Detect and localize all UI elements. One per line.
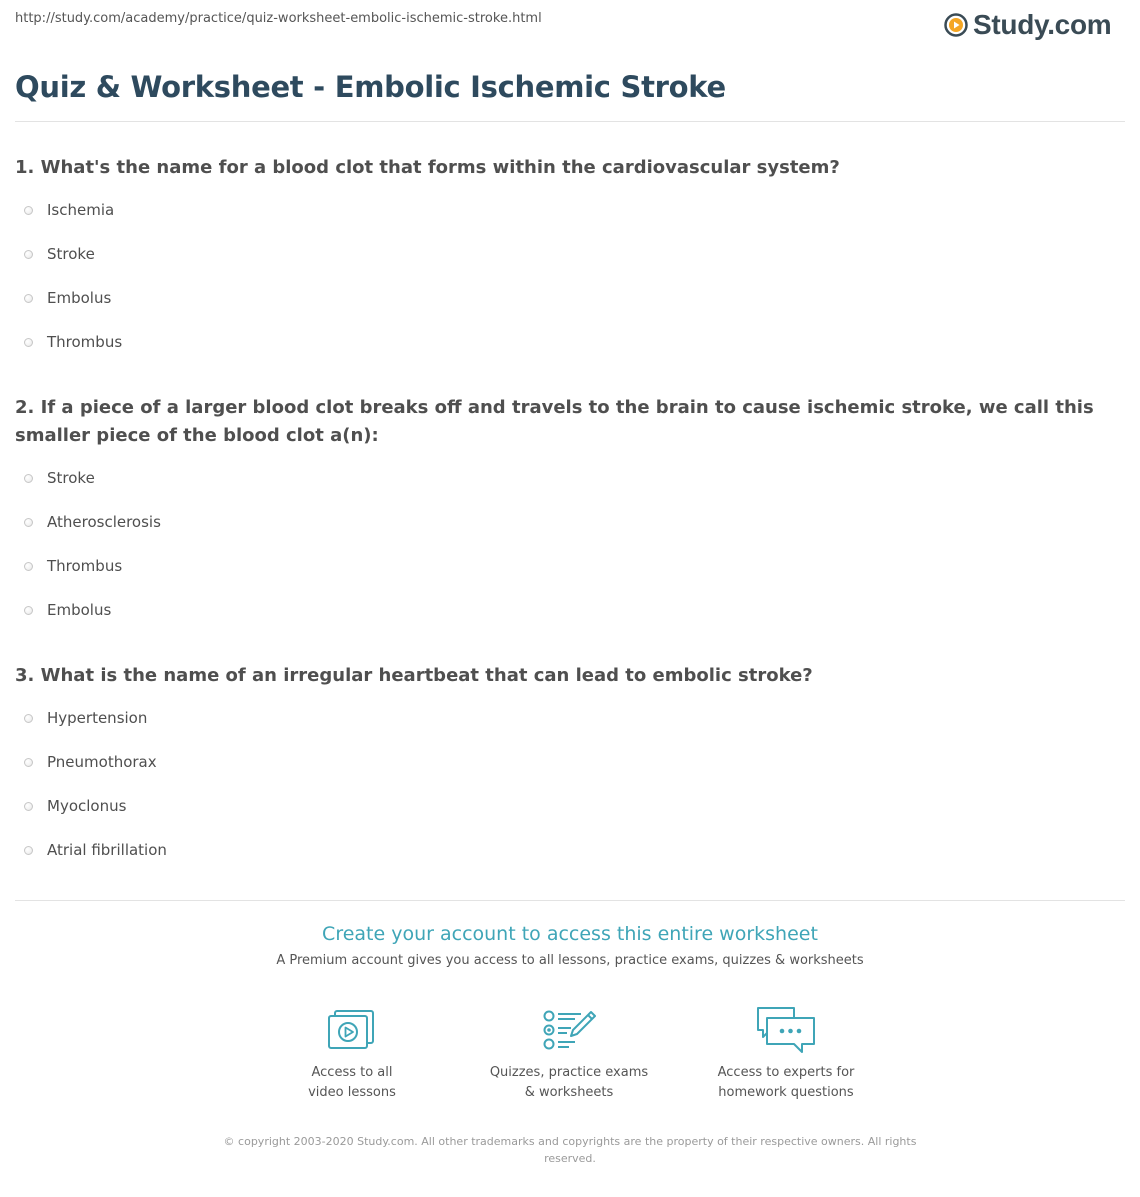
question-text: 3. What is the name of an irregular heartbeat that can lead to embolic stroke? [15, 665, 813, 686]
answer-label: Atherosclerosis [47, 513, 161, 531]
radio-button[interactable] [24, 846, 33, 855]
feature-experts [686, 1004, 886, 1103]
radio-button[interactable] [24, 206, 33, 215]
feature-label-line2: & worksheets [524, 1085, 614, 1100]
radio-button[interactable] [24, 338, 33, 347]
answer-options [15, 188, 1130, 364]
feature-video-lessons [252, 1004, 452, 1103]
question-1 [15, 154, 1130, 364]
answer-option[interactable] [15, 320, 1130, 364]
radio-button[interactable] [24, 294, 33, 303]
answer-label: Pneumothorax [47, 753, 157, 771]
answer-option[interactable] [15, 232, 1130, 276]
radio-button[interactable] [24, 518, 33, 527]
question-2 [15, 394, 1130, 632]
quiz-checklist-icon [541, 1004, 597, 1056]
radio-button[interactable] [24, 606, 33, 615]
page-url: http://study.com/academy/practice/quiz-worksheet-embolic-ischemic-stroke.html [15, 11, 542, 26]
answer-label: Embolus [47, 601, 112, 619]
logo-text: Study.com [973, 9, 1112, 40]
question-text: 2. If a piece of a larger blood clot breaks off and travels to the brain to cause ischemic stroke, we call this smaller piece of the blood clot a(n): [15, 397, 1094, 446]
radio-button[interactable] [24, 802, 33, 811]
radio-button[interactable] [24, 474, 33, 483]
answer-label: Thrombus [47, 333, 123, 351]
answer-label: Hypertension [47, 709, 148, 727]
answer-label: Stroke [47, 245, 95, 263]
feature-label-line1: Access to experts for [717, 1065, 855, 1080]
answer-option[interactable] [15, 188, 1130, 232]
answer-options [15, 456, 1130, 632]
answer-option[interactable] [15, 588, 1130, 632]
answer-option[interactable] [15, 740, 1130, 784]
answer-option[interactable] [15, 828, 1130, 872]
answer-label: Stroke [47, 469, 95, 487]
answer-option[interactable] [15, 784, 1130, 828]
answer-label: Embolus [47, 289, 112, 307]
answer-option[interactable] [15, 696, 1130, 740]
question-3 [15, 662, 1130, 872]
radio-button[interactable] [24, 562, 33, 571]
feature-quizzes [469, 1004, 669, 1103]
answer-option[interactable] [15, 544, 1130, 588]
cta-title-link[interactable]: Create your account to access this entire worksheet [322, 923, 818, 945]
page-title: Quiz & Worksheet - Embolic Ischemic Stroke [15, 70, 726, 104]
play-circle-icon [944, 13, 968, 37]
video-lessons-icon [326, 1004, 378, 1056]
question-text: 1. What's the name for a blood clot that forms within the cardiovascular system? [15, 157, 840, 178]
answer-label: Ischemia [47, 201, 115, 219]
feature-label-line1: Quizzes, practice exams [489, 1065, 649, 1080]
radio-button[interactable] [24, 714, 33, 723]
feature-label-line2: homework questions [718, 1085, 854, 1100]
chat-bubbles-icon [754, 1004, 818, 1056]
title-divider [15, 121, 1125, 122]
answer-label: Atrial fibrillation [47, 841, 167, 859]
study-logo[interactable] [944, 8, 1111, 42]
cta-divider [15, 900, 1125, 901]
radio-button[interactable] [24, 250, 33, 259]
radio-button[interactable] [24, 758, 33, 767]
answer-option[interactable] [15, 500, 1130, 544]
feature-label-line2: video lessons [308, 1085, 396, 1100]
feature-label-line1: Access to all [311, 1065, 393, 1080]
cta-subtitle: A Premium account gives you access to all lessons, practice exams, quizzes & worksheets [276, 953, 864, 968]
copyright-notice: © copyright 2003-2020 Study.com. All other trademarks and copyrights are the property of their respective owners. All rights reserved. [223, 1135, 917, 1165]
answer-label: Myoclonus [47, 797, 127, 815]
answer-options [15, 696, 1130, 872]
answer-label: Thrombus [47, 557, 123, 575]
answer-option[interactable] [15, 276, 1130, 320]
answer-option[interactable] [15, 456, 1130, 500]
